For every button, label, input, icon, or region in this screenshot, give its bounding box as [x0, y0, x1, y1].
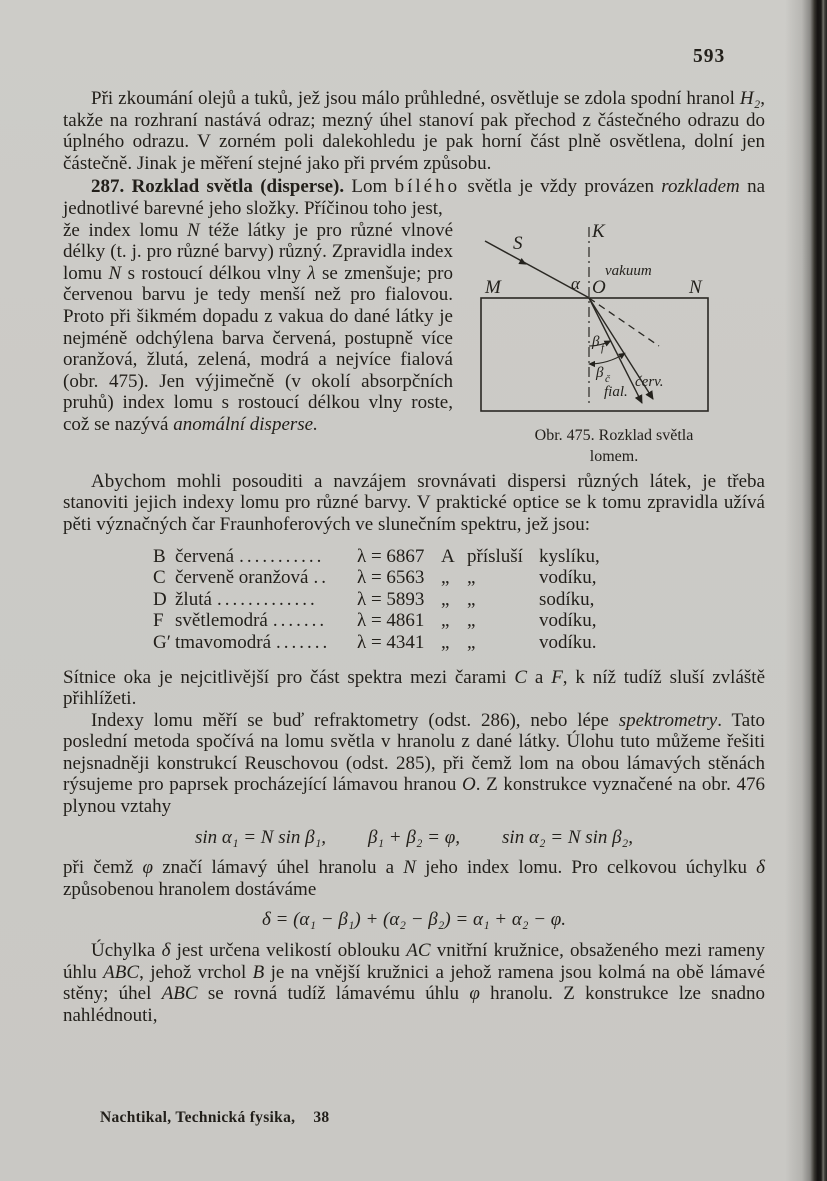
text-run: jest určena velikostí oblouku	[170, 940, 407, 962]
math-var-h2: H₂	[739, 88, 761, 109]
math-var-ABC: ABC	[161, 983, 198, 1005]
text-run: hranolu. Z konstrukce lze snadno nahlédnouti,	[63, 983, 766, 1026]
text-run: , takže na rozhraní nastává odraz; mezný úhel stanoví pak přechod z částečného odrazu do úplného odrazu. V zorném poli dalekohledu je pak horní část plně osvětlena, dolní jen částečně. Jinak je měření stejné jako při prvém způsobu.	[63, 88, 765, 174]
formula-snell	[63, 827, 765, 849]
line-wavelength: λ = 6563	[357, 567, 425, 589]
text-run: na jednotlivé barevné jeho složky. Příčinou toho jest,	[63, 176, 765, 219]
dot-leader: .............	[216, 588, 318, 610]
text-run: . Z konstrukce vyznačené na obr. 476 plynou vztahy	[63, 774, 765, 818]
line-unit: „	[441, 610, 450, 632]
emphasis-italic: spektrometry	[618, 709, 718, 731]
figure-label-K: K	[592, 221, 605, 242]
text-run: že index lomu	[63, 219, 188, 241]
math-var-AC: AC	[406, 940, 431, 962]
paragraph-sitnice	[63, 667, 765, 710]
emphasis-italic: anomální disperse.	[173, 413, 318, 435]
line-letter: F	[153, 610, 164, 632]
figure-label-S: S	[513, 232, 523, 254]
line-name	[175, 589, 357, 611]
math-var-F: F	[551, 666, 563, 688]
formula-deviation: δ = (α₁ − β₁) + (α₂ − β₂) = α₁ + α₂ − φ.	[261, 909, 567, 931]
text-run: téže látky je pro různé vlnové délky (t. j. pro různé barvy) různý. Zpravidla index lomu	[63, 219, 454, 284]
line-belongs: „	[467, 610, 476, 632]
text-run: jeho index lomu. Pro celkovou úchylku	[415, 857, 757, 879]
line-wavelength: λ = 4341	[357, 631, 425, 653]
text-run: a	[527, 666, 552, 688]
formula-part: β₁ + β₂ = φ,	[367, 826, 461, 848]
figure-label-fial: fial.	[604, 383, 628, 400]
figure-label-cerv: červ.	[635, 373, 664, 390]
text-run: je na vnější kružnici a jehož ramena jsou kolmá na obě lámavé stěny; úhel	[63, 961, 766, 1005]
figure-label-beta-c-sub: č	[605, 372, 610, 385]
math-var-N: N	[403, 857, 416, 879]
text-run: Úchylka	[91, 940, 162, 962]
line-unit: „	[441, 567, 450, 589]
figure-caption	[535, 427, 694, 466]
figure-label-M: M	[485, 276, 501, 298]
paragraph-intro	[63, 88, 765, 174]
line-element: sodíku,	[539, 588, 595, 610]
figure-caption-line2: lomem.	[589, 448, 639, 466]
math-var-delta: δ	[756, 857, 766, 879]
footer-sheet-number: 38	[313, 1109, 330, 1126]
text-run: , k níž tudíž sluší zvláště přihlížeti.	[63, 666, 766, 710]
section-heading: 287. Rozklad světla (disperse).	[91, 176, 345, 198]
text-run: značí lámavý úhel hranolu a	[153, 857, 404, 879]
footer-text: Nachtikal, Technická fysika,	[100, 1109, 296, 1126]
text-run: Indexy lomu měří se buď refraktometry (odst. 286), nebo lépe	[91, 709, 619, 731]
spectral-line-row	[153, 589, 765, 611]
paragraph-pricemz	[63, 857, 765, 900]
paragraph-uchylka	[63, 940, 765, 1026]
figure-label-beta-f: β	[592, 333, 600, 350]
dot-leader: .......	[276, 631, 331, 653]
text-run: Lom	[344, 176, 395, 198]
spectral-lines-list	[153, 546, 765, 654]
emphasis-spaced: bílého	[394, 176, 461, 198]
formula-part: sin α₂ = N sin β₂,	[502, 826, 634, 848]
binding-shadow	[785, 0, 827, 1181]
spectral-line-row	[153, 632, 765, 654]
line-unit: A	[441, 545, 455, 567]
page-number: 593	[693, 46, 726, 67]
line-name-text: červená	[175, 545, 235, 567]
text-run: se zmenšuje; pro červenou barvu je tedy menší než pro fialovou. Proto při šikmém dopadu z vakua do dané látky je nejméně odchýlena barva červená, postupně více oranžová, žlutá, zelená, modrá a nejvíce fialová (obr. 475). Jen výjimečně (v okolí absorpčních pruhů) index lomu s rostoucí délkou vlny roste, což se nazývá	[63, 262, 454, 435]
math-var-N: N	[108, 262, 122, 284]
medium-rectangle	[481, 298, 708, 411]
math-var-delta: δ	[161, 940, 171, 962]
text-run: , jehož vrchol	[139, 961, 253, 983]
text-run: Sítnice oka je nejcitlivější pro část spektra mezi čarami	[63, 666, 515, 688]
line-unit: „	[441, 631, 450, 653]
figure-label-vakuum: vakuum	[605, 262, 652, 279]
math-var-C: C	[514, 666, 528, 688]
figure-label-beta-c: β	[596, 364, 604, 381]
text-run: způsobenou hranolem dostáváme	[63, 878, 317, 900]
line-belongs: „	[467, 631, 476, 653]
figure-label-alpha: α	[571, 273, 580, 293]
line-wavelength: λ = 6867	[357, 545, 425, 567]
line-belongs: „	[467, 588, 476, 610]
line-element: kyslíku,	[539, 545, 600, 567]
spectral-line-row	[153, 567, 765, 589]
text-run: . Tato poslední metoda spočívá na lomu světla v hranolu z dané látky. Úlohu tuto můžeme řešiti nejsnadněji konstrukcí Reuschovou (odst. 285), při čemž lom na obou lámavých stěnách rýsujeme pro paprsek procházející lámavou hranou	[63, 709, 765, 796]
line-letter: C	[153, 567, 166, 589]
line-letter: B	[153, 545, 166, 567]
math-var-phi: φ	[142, 857, 154, 879]
line-wavelength: λ = 5893	[357, 588, 425, 610]
dot-leader: .......	[272, 610, 328, 632]
figure-475	[463, 222, 765, 467]
text-run: s rostoucí délkou vlny	[121, 262, 308, 284]
line-name-text: žlutá	[175, 588, 212, 610]
line-name	[175, 567, 357, 589]
math-var-B: B	[252, 961, 265, 983]
line-unit: „	[441, 588, 450, 610]
line-letter: D	[153, 588, 167, 610]
figure-label-N: N	[689, 276, 702, 298]
math-var-N: N	[187, 219, 200, 241]
page-content	[63, 88, 765, 1026]
line-element: vodíku,	[539, 610, 597, 632]
dot-leader: ...........	[239, 545, 325, 567]
running-footer	[100, 1107, 329, 1129]
paragraph-abychom: Abychom mohli posouditi a navzájem srovnávati dispersi různých látek, je třeba stanoviti jejich indexy lomu pro různé barvy. V praktické optice se k tomu zpravidla užívá pěti význačných čar Fraunhoferových ve slunečním spektru, jež jsou:	[63, 470, 765, 535]
math-var-O: O	[462, 774, 476, 796]
math-var-ABC: ABC	[103, 961, 140, 983]
text-run: vnitřní kružnice, obsaženého mezi rameny úhlu	[63, 940, 766, 983]
text-run: při čemž	[63, 857, 143, 879]
line-name-text: červeně oranžová	[175, 567, 309, 589]
figure-label-beta-f-sub: f	[601, 341, 605, 354]
spectral-line-row	[153, 546, 765, 568]
line-wavelength: λ = 4861	[357, 610, 425, 632]
figure-caption-line1: Obr. 475. Rozklad světla	[534, 426, 694, 444]
line-element: vodíku.	[539, 631, 597, 653]
line-letter: G′	[153, 631, 171, 653]
text-run: Při zkoumání olejů a tuků, jež jsou málo průhledné, osvětluje se zdola spodní hranol	[91, 88, 740, 109]
formula-part: sin α₁ = N sin β₁,	[194, 826, 326, 848]
undeviated-ray-dashed	[589, 298, 659, 346]
line-name-text: světlemodrá	[175, 610, 268, 632]
text-run: se rovná tudíž lámavému úhlu	[197, 983, 470, 1005]
line-name	[175, 546, 357, 568]
line-name-text: tmavomodrá	[175, 631, 272, 653]
line-belongs: „	[467, 567, 476, 589]
paragraph-indexy	[63, 710, 765, 818]
dot-leader: ..	[313, 567, 329, 589]
spectral-line-row	[153, 610, 765, 632]
line-belongs: přísluší	[467, 545, 523, 567]
figure-label-O: O	[592, 276, 606, 298]
paragraph-287-start	[63, 176, 765, 219]
text-run: světla je vždy provázen	[460, 176, 662, 198]
math-var-phi: φ	[469, 983, 480, 1005]
math-var-lambda: λ	[307, 262, 316, 284]
emphasis-italic: rozkladem	[661, 176, 740, 198]
line-name	[175, 632, 357, 654]
refraction-diagram	[463, 222, 765, 424]
line-element: vodíku,	[539, 567, 597, 589]
line-name	[175, 610, 357, 632]
paragraph-287-wrap	[63, 219, 765, 466]
